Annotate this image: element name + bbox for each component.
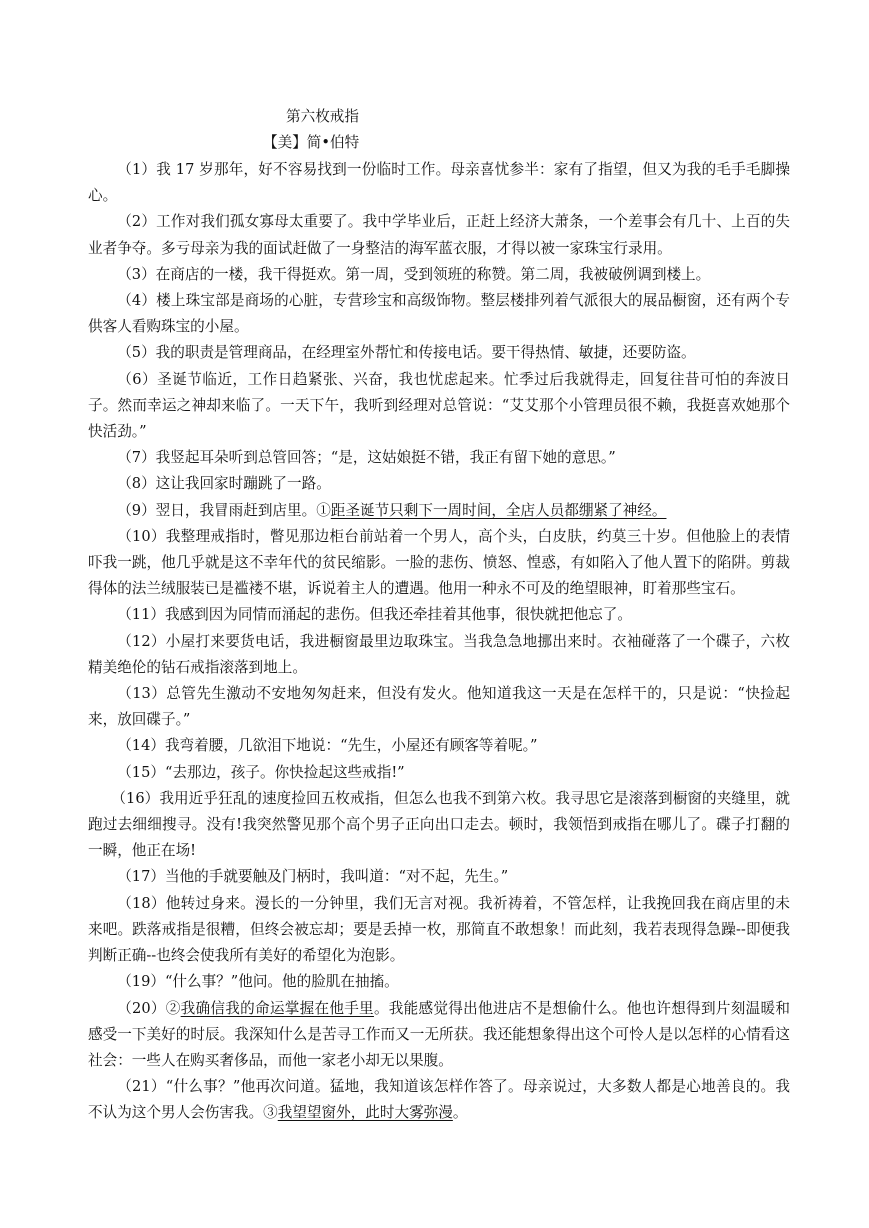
paragraph-5 [88,340,790,366]
paragraph-text: （8）这让我回家时蹦跳了一路。 [117,475,331,493]
paragraph-1 [88,157,790,209]
paragraph-2 [88,209,790,261]
paragraph-17 [88,864,790,890]
paragraph-text: （5）我的职责是管理商品，在经理室外帮忙和传接电话。要干得热情、敏捷，还要防盗。 [117,344,696,362]
paragraph-text: （1）我 17 岁那年，好不容易找到一份临时工作。母亲喜忧参半：家有了指望，但又为我的毛手毛脚操心。 [88,161,790,205]
paragraph-text: （18）他转过身来。漫长的一分钟里，我们无言对视。我祈祷着，不管怎样，让我挽回我在商店里的未来吧。跌落戒指是很糟，但终会被忘却；要是丢掉一枚，那简直不敢想象！而此刻，我若表现得急躁--即便我判断正确--也终会使我所有美好的希望化为泡影。 [88,894,790,965]
paragraph-11 [88,602,790,628]
paragraph-7 [88,445,790,471]
paragraph-text: （3）在商店的一楼，我干得挺欢。第一周，受到领班的称赞。第二周，我被破例调到楼上。 [117,265,711,283]
article-author: 【美】简•伯特 [263,134,360,151]
paragraph-20 [88,996,790,1075]
paragraph-text: （19）“什么事？”他问。他的脸肌在抽搐。 [117,973,399,991]
paragraph-text: （4）楼上珠宝部是商场的心脏，专营珍宝和高级饰物。整层楼排列着气派很大的展品橱窗，还有两个专供客人看购珠宝的小屋。 [88,292,790,336]
underlined-sentence: 我望望窗外，此时大雾弥漫 [277,1104,453,1122]
underlined-sentence: 我确信我的命运掌握在他手里 [180,999,374,1017]
paragraph-15 [88,760,790,786]
paragraph-text: （16）我用近乎狂乱的速度捡回五枚戒指，但怎么也我不到第六枚。我寻思它是滚落到橱窗的夹缝里，就跑过去细细搜寻。没有!我突然警见那个高个男子正向出口走去。顿时，我领悟到戒指在哪儿了。碟子打翻的一瞬，他正在场! [88,789,790,860]
paragraph-13 [88,681,790,733]
paragraph-19 [88,969,790,995]
paragraph-text: （11）我感到因为同情而涌起的悲伤。但我还牵挂着其他事，很快就把他忘了。 [117,606,632,624]
paragraph-9 [88,498,790,524]
paragraph-text: （15）“去那边，孩子。你快捡起这些戒指!” [117,763,405,781]
paragraph-text: 。 [452,1104,468,1122]
paragraph-3 [88,262,790,288]
paragraph-text: （17）当他的手就要触及门柄时，我叫道：“对不起，先生。” [117,868,509,886]
paragraph-text: （20）② [117,999,181,1017]
paragraph-text: （9）翌日，我冒雨赶到店里。① [117,501,331,519]
paragraph-10 [88,524,790,603]
paragraph-text: （14）我弯着腰，几欲泪下地说：“先生，小屋还有顾客等着呢。” [117,737,538,755]
article-body [88,157,790,1127]
paragraph-text: （21）“什么事？”他再次问道。猛地，我知道该怎样作答了。母亲说过，大多数人都是心地善良的。我不认为这个男人会伤害我。③ [88,1078,790,1122]
paragraph-6 [88,367,790,446]
article-title: 第六枚戒指 [286,108,359,125]
paragraph-text: 。我能感觉得出他进店不是想偷什么。他也许想得到片刻温暖和感受一下美好的时辰。我深知什么是苦寻工作而又一无所获。我还能想象得出这个可怜人是以怎样的心情看这社会：一些人在购买奢侈品，而他一家老小却无以果腹。 [88,999,790,1069]
paragraph-21 [88,1074,790,1126]
paragraph-12 [88,629,790,681]
paragraph-text: （12）小屋打来要货电话，我进橱窗最里边取珠宝。当我急急地挪出来时。衣袖碰落了一个碟子，六枚精美绝伦的钻石戒指滚落到地上。 [88,632,790,676]
paragraph-18 [88,891,790,970]
paragraph-text: （2）工作对我们孤女寡母太重要了。我中学毕业后，正赶上经济大萧条，一个差事会有几十、上百的失业者争夺。多亏母亲为我的面试赶做了一身整洁的海军蓝衣服，才得以被一家珠宝行录用。 [88,213,790,257]
paragraph-text: （7）我竖起耳朵听到总管回答；“是，这姑娘挺不错，我正有留下她的意思。” [117,449,616,467]
paragraph-text: （6）圣诞节临近，工作日趋紧张、兴奋，我也忧虑起来。忙季过后我就得走，回复往昔可怕的奔波日子。然而幸运之神却来临了。一天下午，我听到经理对总管说：“艾艾那个小管理员很不赖，我挺喜欢她那个快活劲。” [88,370,790,441]
paragraph-4 [88,288,790,340]
paragraph-14 [88,733,790,759]
paragraph-8 [88,471,790,497]
paragraph-16 [88,786,790,865]
paragraph-text: （10）我整理戒指时，瞥见那边柜台前站着一个男人，高个头，白皮肤，约莫三十岁。但他脸上的表情吓我一跳，他几乎就是这不幸年代的贫民缩影。一脸的悲伤、愤怒、惶惑，有如陷入了他人置下的陷阱。剪裁得体的法兰绒服装已是褴褛不堪，诉说着主人的遭遇。他用一种永不可及的绝望眼神，盯着那些宝石。 [88,527,790,598]
underlined-sentence: 距圣诞节只剩下一周时间，全店人员都绷紧了神经。 [330,501,667,519]
paragraph-text: （13）总管先生激动不安地匆匆赶来，但没有发火。他知道我这一天是在怎样干的，只是说：“快捡起来，放回碟子。” [88,685,790,729]
